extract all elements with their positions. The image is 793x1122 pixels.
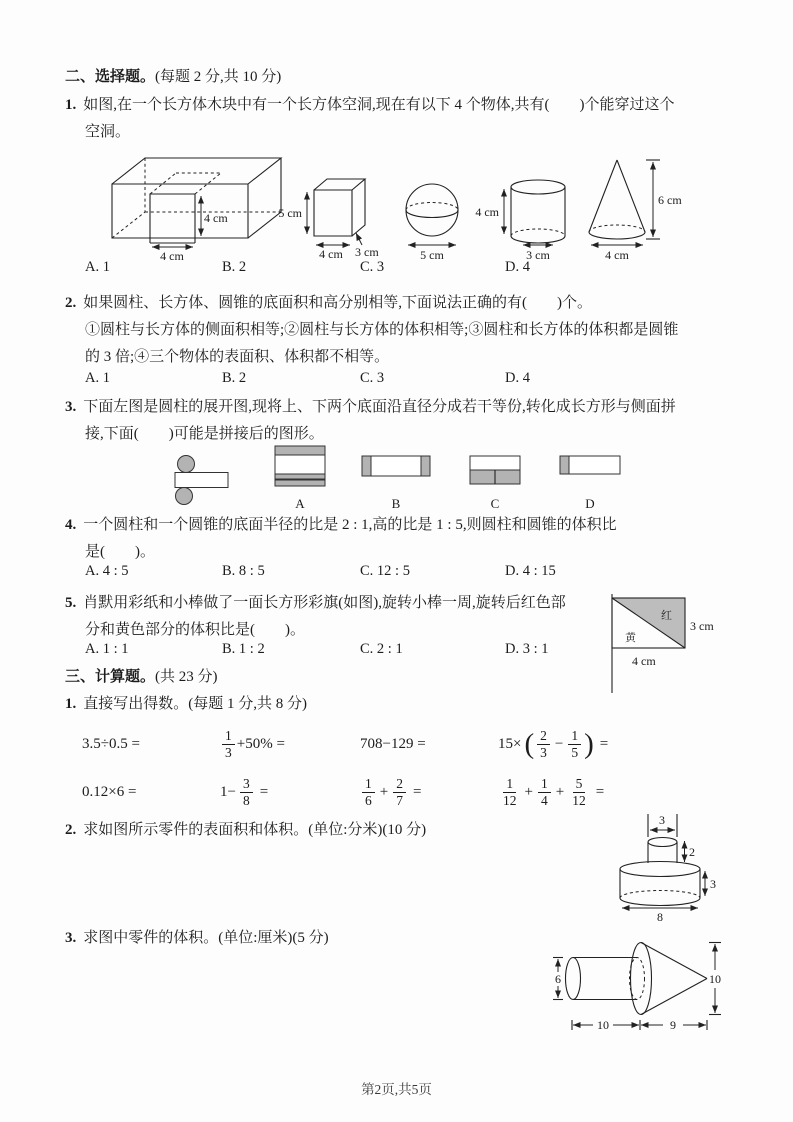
right-paren: ) bbox=[584, 727, 594, 760]
q2-option-a: A. 1 bbox=[85, 370, 110, 386]
cylinder-cone-figure bbox=[553, 943, 721, 1033]
cone-height-label: 6 cm bbox=[658, 193, 682, 207]
hole-width-label: 4 cm bbox=[160, 249, 184, 263]
calc-expr-6-pre: 1− bbox=[220, 783, 236, 800]
plus-sign: + bbox=[379, 783, 389, 800]
q2-option-b: B. 2 bbox=[222, 370, 247, 386]
top-diameter-label: 3 bbox=[659, 813, 665, 827]
left-paren: ( bbox=[524, 727, 535, 760]
cylinder-height-label: 4 cm bbox=[475, 205, 499, 219]
fraction: $\frac{1}{5}$ bbox=[568, 728, 581, 760]
flag-figure bbox=[612, 594, 714, 693]
cone-diameter-label: 10 bbox=[709, 972, 721, 986]
calc-item-3-number: 3. bbox=[65, 930, 77, 946]
q4-option-d: D. 4 : 15 bbox=[505, 563, 556, 579]
option-a-figure bbox=[275, 446, 325, 486]
bottom-height-label: 3 bbox=[710, 877, 716, 891]
calc-expr-7 bbox=[360, 768, 421, 816]
question-5-text: 肖默用彩纸和小棒做了一面长方形彩旗(如图),旋转小棒一周,旋转后红色部 bbox=[83, 595, 566, 611]
calc-expr-3 bbox=[360, 720, 426, 768]
bottom-diameter-label: 8 bbox=[657, 910, 663, 924]
top-height-label: 2 bbox=[689, 845, 695, 859]
page-footer: 第2页,共5页 bbox=[361, 1082, 432, 1097]
question-3-number: 3. bbox=[65, 399, 77, 415]
calc-item-3-text: 求图中零件的体积。(单位:厘米)(5 分) bbox=[83, 930, 329, 946]
fraction: $\frac{2}{7}$ bbox=[393, 776, 406, 808]
cuboid-with-hole-figure bbox=[112, 158, 281, 263]
red-area-label: 红 bbox=[661, 610, 672, 622]
q5-option-c: C. 2 : 1 bbox=[360, 641, 403, 657]
calc-expr-4 bbox=[498, 720, 608, 768]
calc-expr-5-text: 0.12×6 = bbox=[82, 783, 137, 800]
calc-expr-8 bbox=[498, 768, 604, 816]
question-4-text-cont: 是( )。 bbox=[85, 544, 155, 560]
sphere-diameter-label: 5 cm bbox=[420, 248, 444, 262]
q1-option-d: D. 4 bbox=[505, 259, 530, 275]
q4-option-a: A. 4 : 5 bbox=[85, 563, 129, 579]
cuboid-depth-label: 3 cm bbox=[355, 245, 379, 259]
calc-item-2-number: 2. bbox=[65, 822, 77, 838]
fraction: $\frac{2}{3}$ bbox=[537, 728, 550, 760]
equals-sign: = bbox=[595, 783, 605, 800]
question-3-text-cont: 接,下面( )可能是拼接后的图形。 bbox=[85, 426, 324, 442]
q3-figures bbox=[160, 444, 640, 514]
option-c-letter: C bbox=[490, 496, 500, 511]
section-2-heading bbox=[65, 67, 281, 87]
question-1-line-1 bbox=[65, 95, 675, 115]
cone-diameter-label: 4 cm bbox=[605, 248, 629, 262]
question-2-number: 2. bbox=[65, 295, 77, 311]
calc-item-1 bbox=[65, 694, 307, 714]
question-5-text-cont: 分和黄色部分的体积比是( )。 bbox=[85, 622, 305, 638]
cuboid-height-label: 5 cm bbox=[278, 206, 302, 220]
equals-sign: = bbox=[259, 783, 269, 800]
option-d-letter: D bbox=[585, 496, 595, 511]
fraction: $\frac{3}{8}$ bbox=[240, 776, 253, 808]
cylinder-net-figure bbox=[175, 456, 228, 505]
q1-option-c: C. 3 bbox=[360, 259, 385, 275]
question-4-options bbox=[0, 563, 793, 585]
calc-item-2-text: 求如图所示零件的表面积和体积。(单位:分米)(10 分) bbox=[83, 822, 427, 838]
section-3-title: 三、计算题。 bbox=[65, 669, 156, 685]
question-2-line-3 bbox=[85, 347, 389, 367]
equals-sign: = bbox=[412, 783, 422, 800]
cone-length-label: 9 bbox=[670, 1018, 676, 1032]
question-1-text: 如图,在一个长方体木块中有一个长方体空洞,现在有以下 4 个物体,共有( )个能穿过这个 bbox=[83, 97, 675, 113]
section-3-note: (共 23 分) bbox=[155, 669, 218, 685]
part-figure-cylinders bbox=[615, 810, 745, 925]
cylinder-figure bbox=[475, 180, 565, 262]
option-c-figure bbox=[470, 456, 520, 484]
question-1-line-2 bbox=[85, 122, 130, 142]
q5-option-a: A. 1 : 1 bbox=[85, 641, 129, 657]
cuboid-figure bbox=[278, 179, 379, 261]
flag-side-label: 3 cm bbox=[690, 619, 714, 633]
question-4-line-2 bbox=[85, 542, 155, 562]
fraction: $\frac{5}{12}$ bbox=[572, 775, 586, 808]
section-3-heading bbox=[65, 667, 218, 687]
q1-option-b: B. 2 bbox=[222, 259, 247, 275]
plus-sign: + bbox=[555, 783, 565, 800]
calc-expr-5 bbox=[82, 768, 136, 816]
question-1-number: 1. bbox=[65, 97, 77, 113]
question-4-line-1 bbox=[65, 515, 617, 535]
option-d-figure bbox=[560, 456, 620, 474]
calc-item-1-number: 1. bbox=[65, 696, 77, 712]
fraction: $\frac{1}{3}$ bbox=[222, 728, 235, 760]
question-5-line-1 bbox=[65, 593, 566, 613]
q2-option-d: D. 4 bbox=[505, 370, 530, 386]
option-b-letter: B bbox=[391, 496, 401, 511]
q5-flag-figure bbox=[605, 588, 740, 703]
question-5-number: 5. bbox=[65, 595, 77, 611]
question-2-statements-2: 的 3 倍;④三个物体的表面积、体积都不相等。 bbox=[85, 349, 390, 365]
minus-sign: − bbox=[554, 735, 564, 752]
fraction: $\frac{1}{12}$ bbox=[503, 775, 517, 808]
question-4-number: 4. bbox=[65, 517, 77, 533]
question-2-line-2 bbox=[85, 320, 678, 340]
calc-item-3 bbox=[65, 928, 329, 948]
q2-option-c: C. 3 bbox=[360, 370, 385, 386]
question-4-text: 一个圆柱和一个圆锥的底面半径的比是 2 : 1,高的比是 1 : 5,则圆柱和圆锥的体积比 bbox=[83, 517, 617, 533]
fraction: $\frac{1}{4}$ bbox=[538, 776, 551, 808]
calc-item-2 bbox=[65, 820, 426, 840]
stepped-cylinder-figure bbox=[620, 813, 716, 924]
sphere-figure bbox=[406, 184, 458, 262]
question-2-statements-1: ①圆柱与长方体的侧面积相等;②圆柱与长方体的体积相等;③圆柱和长方体的体积都是圆锥 bbox=[85, 322, 679, 338]
question-3-text: 下面左图是圆柱的展开图,现将上、下两个底面沿直径分成若干等份,转化成长方形与侧面拼 bbox=[83, 399, 676, 415]
q4-option-b: B. 8 : 5 bbox=[222, 563, 265, 579]
calc-expr-2 bbox=[220, 720, 285, 768]
calc-expr-1-text: 3.5÷0.5 = bbox=[82, 735, 140, 752]
question-3-line-1 bbox=[65, 397, 676, 417]
section-2-note: (每题 2 分,共 10 分) bbox=[155, 69, 282, 85]
calc-expr-1 bbox=[82, 720, 140, 768]
calc-expr-3-text: 708−129 = bbox=[360, 735, 426, 752]
option-b-figure bbox=[362, 456, 430, 476]
yellow-area-label: 黄 bbox=[625, 632, 636, 644]
question-2-options bbox=[0, 370, 793, 392]
q1-figures bbox=[100, 146, 695, 266]
calc-expr-6 bbox=[220, 768, 268, 816]
cylinder-diameter-label: 3 cm bbox=[526, 248, 550, 262]
q5-option-d: D. 3 : 1 bbox=[505, 641, 549, 657]
section-2-title: 二、选择题。 bbox=[65, 69, 156, 85]
cylinder-diameter-label: 6 bbox=[555, 972, 561, 986]
question-1-text-cont: 空洞。 bbox=[85, 124, 131, 140]
hole-height-label: 4 cm bbox=[204, 211, 228, 225]
cuboid-width-label: 4 cm bbox=[319, 247, 343, 261]
cylinder-length-label: 10 bbox=[597, 1018, 609, 1032]
q4-option-c: C. 12 : 5 bbox=[360, 563, 410, 579]
plus-sign: + bbox=[524, 783, 533, 800]
cone-figure bbox=[589, 160, 682, 262]
flag-bottom-label: 4 cm bbox=[632, 654, 656, 668]
question-2-text: 如果圆柱、长方体、圆锥的底面积和高分别相等,下面说法正确的有( )个。 bbox=[83, 295, 592, 311]
calc-item-1-text: 直接写出得数。(每题 1 分,共 8 分) bbox=[83, 696, 307, 712]
option-a-letter: A bbox=[295, 496, 305, 511]
equals-sign: = bbox=[599, 735, 609, 752]
question-5-line-2 bbox=[85, 620, 305, 640]
calc-expr-2-text: +50% = bbox=[236, 735, 285, 752]
question-2-line-1 bbox=[65, 293, 592, 313]
q5-option-b: B. 1 : 2 bbox=[222, 641, 265, 657]
part-figure-bullet bbox=[545, 930, 750, 1045]
question-1-options bbox=[0, 259, 793, 281]
q1-option-a: A. 1 bbox=[85, 259, 110, 275]
calc-expr-4-pre: 15× bbox=[498, 735, 522, 752]
question-3-line-2 bbox=[85, 424, 324, 444]
fraction: $\frac{1}{6}$ bbox=[362, 776, 375, 808]
